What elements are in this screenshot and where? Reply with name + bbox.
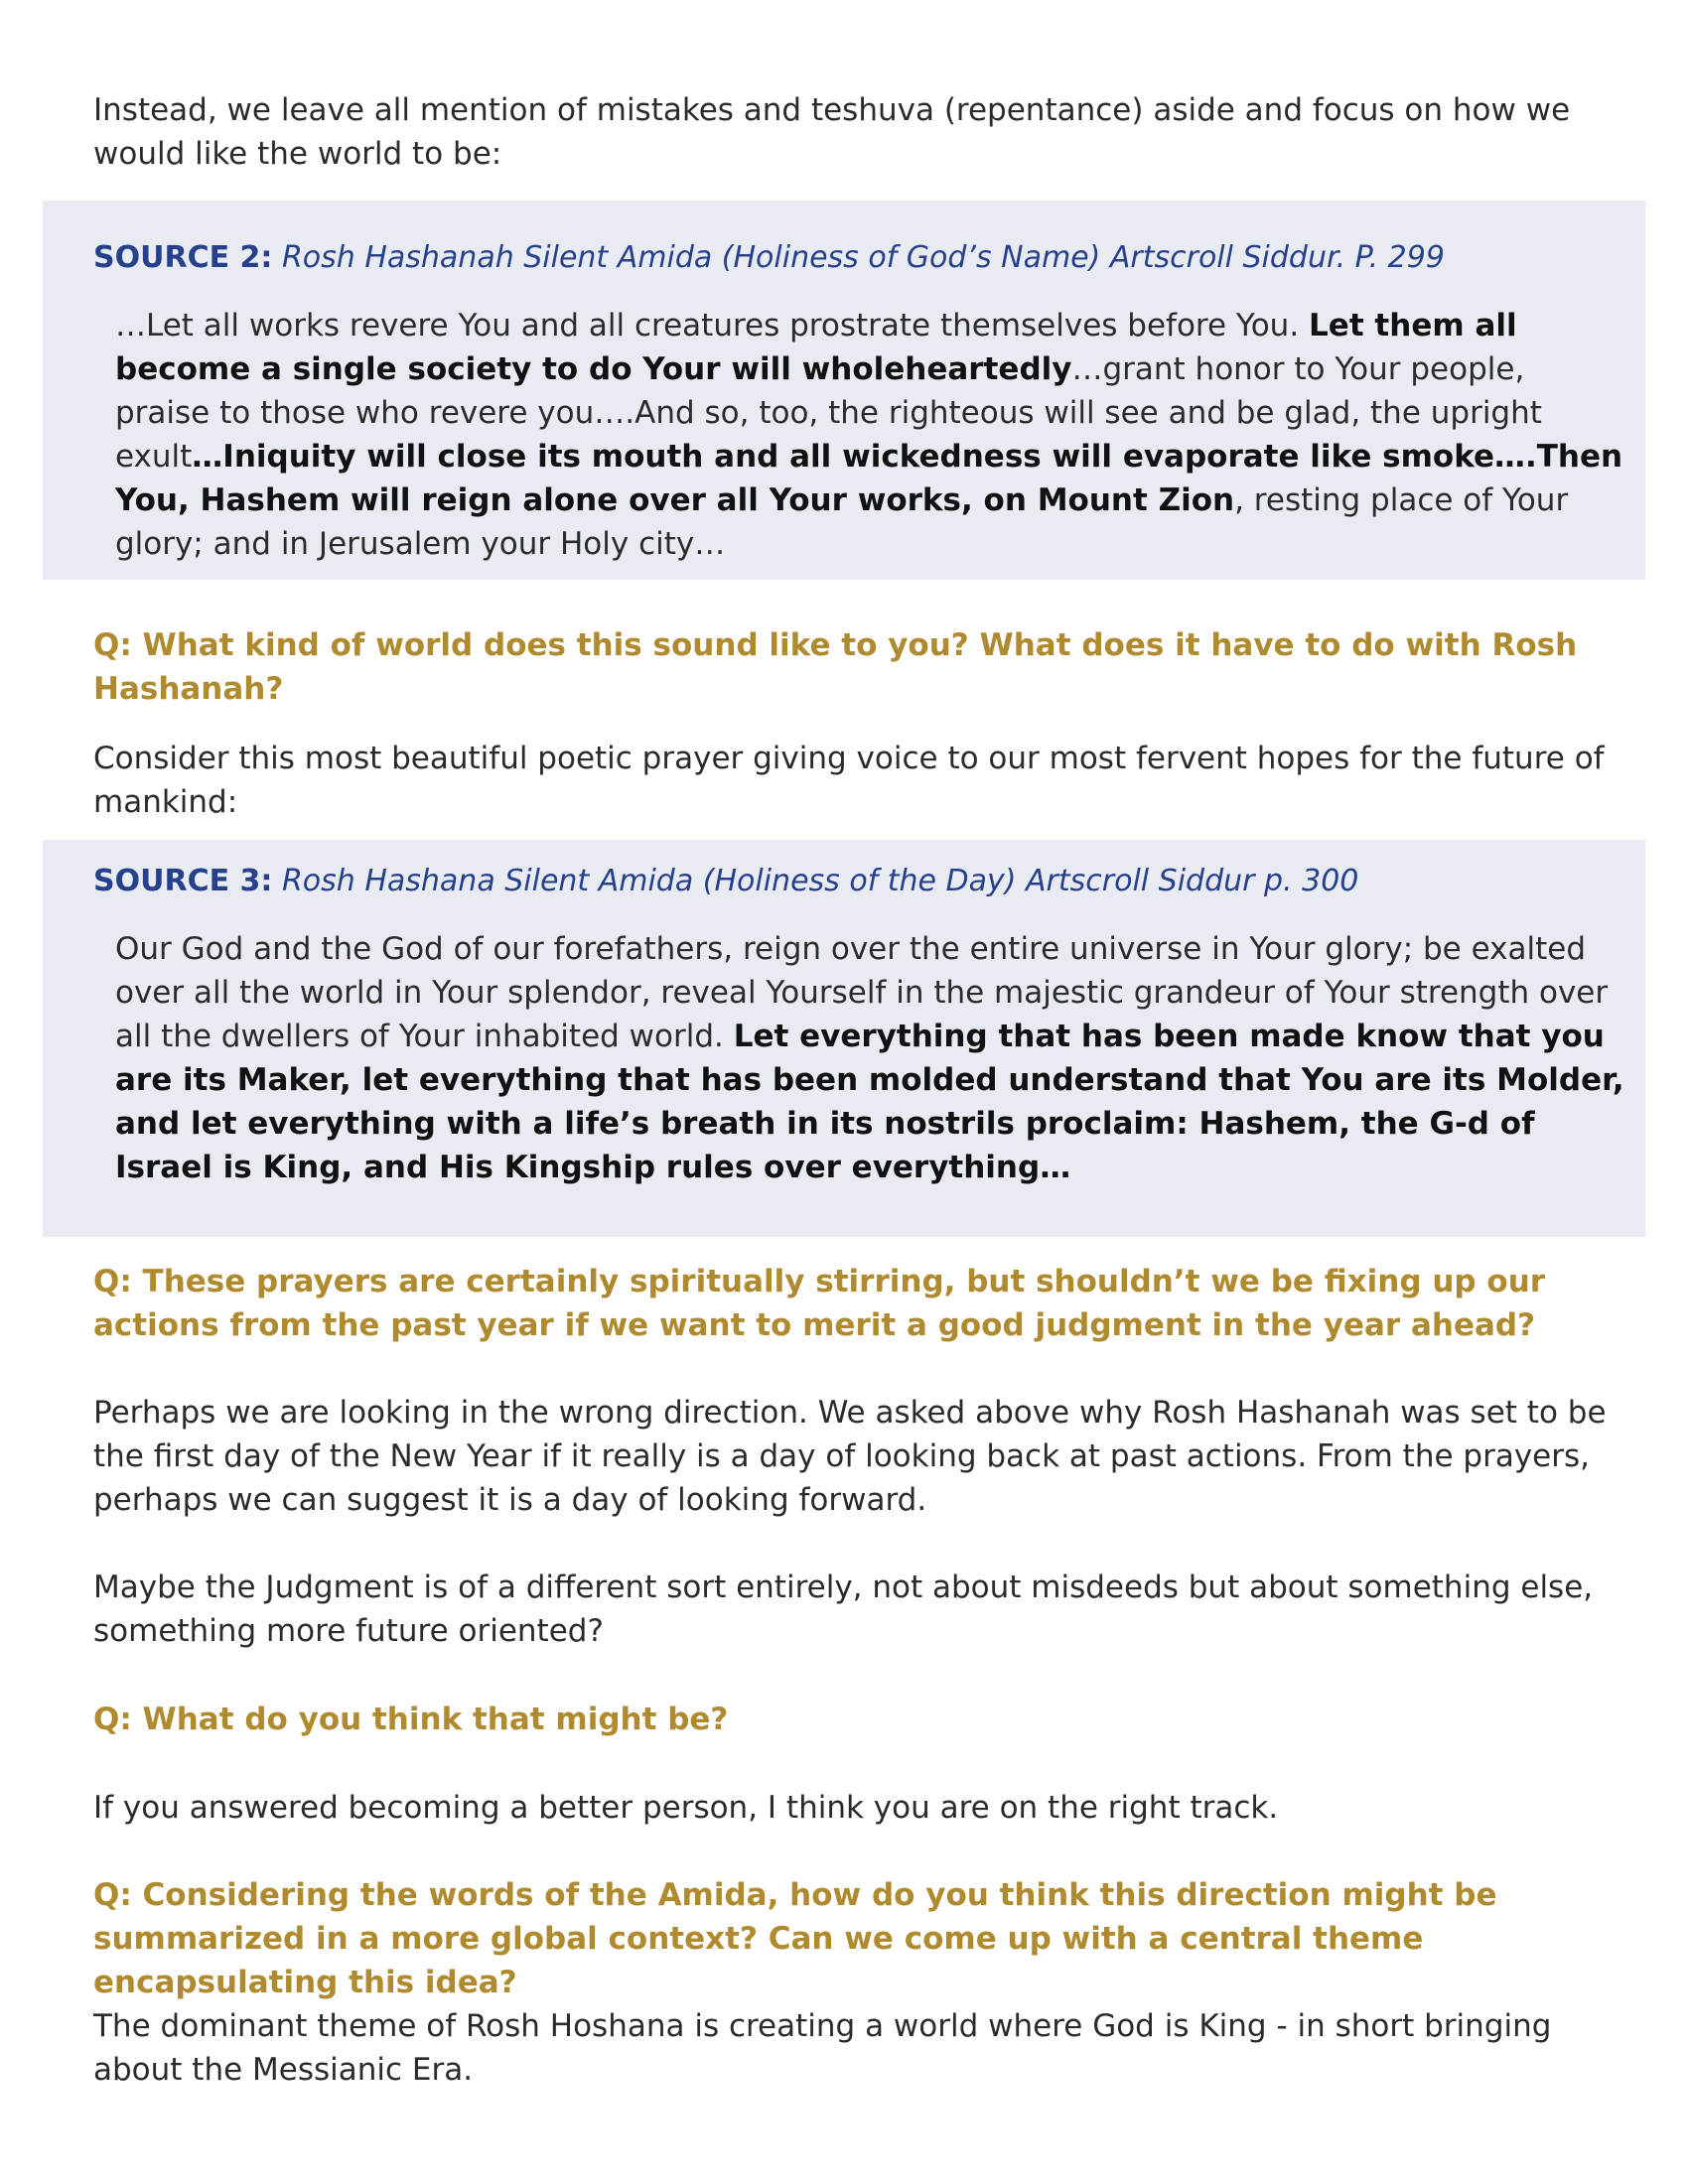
source-3-label: SOURCE 3: <box>93 864 273 898</box>
source-2-label: SOURCE 2: <box>93 240 273 275</box>
source-3-text <box>115 927 1624 1189</box>
source-2-bold-part: Let them all become a single society to do Your will wholeheartedly <box>115 308 1517 387</box>
question-2: Q: These prayers are certainly spiritually stirring, but shouldn’t we be fixing up our actions from the past year if we want to merit a good judgment in the year ahead? <box>93 1264 1546 1343</box>
source-3-title: Rosh Hashana Silent Amida (Holiness of the Day) Artscroll Siddur p. 300 <box>281 864 1359 898</box>
source-3-box <box>43 840 1645 1237</box>
source-3-heading <box>93 862 1358 901</box>
intro-paragraph: Instead, we leave all mention of mistakes and teshuva (repentance) aside and focus on how we would like the world to be: <box>93 92 1571 172</box>
source-3-bold-part: Let everything that has been made know that you are its Maker, let everything that has been molded understand that You are its Molder, and let everything with a life’s breath in its nostrils proclaim: Hashem, the G-d of Israel is King, and His Kingship rules over everything… <box>115 1019 1624 1185</box>
source-2-text-part: , resting place of Your glory; and in Jerusalem your Holy city… <box>115 482 1569 562</box>
source-2-title: Rosh Hashanah Silent Amida (Holiness of God’s Name) Artscroll Siddur. P. 299 <box>281 240 1445 275</box>
source-2-text <box>115 304 1624 566</box>
question-4: Q: Considering the words of the Amida, how do you think this direction might be summarized in a more global context? Can we come up with a central theme encapsulating this idea? <box>93 1877 1497 2000</box>
paragraph-2: Consider this most beautiful poetic prayer giving voice to our most fervent hopes for the future of mankind: <box>93 741 1605 820</box>
source-3-text-part: Our God and the God of our forefathers, reign over the entire universe in Your glory; be exalted over all the world in Your splendor, reveal Yourself in the majestic grandeur of Your strength over all the dwellers of Your inhabited world. <box>115 931 1609 1054</box>
question-1: Q: What kind of world does this sound like to you? What does it have to do with Rosh Hashanah? <box>93 627 1578 707</box>
source-2-heading <box>93 238 1445 278</box>
paragraph-4: Maybe the Judgment is of a different sort entirely, not about misdeeds but about something else, something more future oriented? <box>93 1570 1594 1649</box>
source-2-box <box>43 201 1645 580</box>
question-3: Q: What do you think that might be? <box>93 1702 729 1737</box>
source-2-text-part: …Let all works revere You and all creatures prostrate themselves before You. <box>115 308 1310 343</box>
paragraph-5: If you answered becoming a better person, I think you are on the right track. <box>93 1790 1279 1826</box>
paragraph-6: The dominant theme of Rosh Hoshana is creating a world where God is King - in short bringing about the Messianic Era. <box>93 2008 1552 2088</box>
source-2-text-part: …grant honor to Your people, praise to those who revere you….And so, too, the righteous will see and be glad, the upright exult <box>115 351 1542 475</box>
source-2-bold-part: …Iniquity will close its mouth and all wickedness will evaporate like smoke….Then You, Hashem will reign alone over all Your works, on Mount Zion <box>115 439 1623 518</box>
paragraph-3: Perhaps we are looking in the wrong direction. We asked above why Rosh Hashanah was set to be the first day of the New Year if it really is a day of looking back at past actions. From the prayers, perhaps we can suggest it is a day of looking forward. <box>93 1395 1607 1518</box>
